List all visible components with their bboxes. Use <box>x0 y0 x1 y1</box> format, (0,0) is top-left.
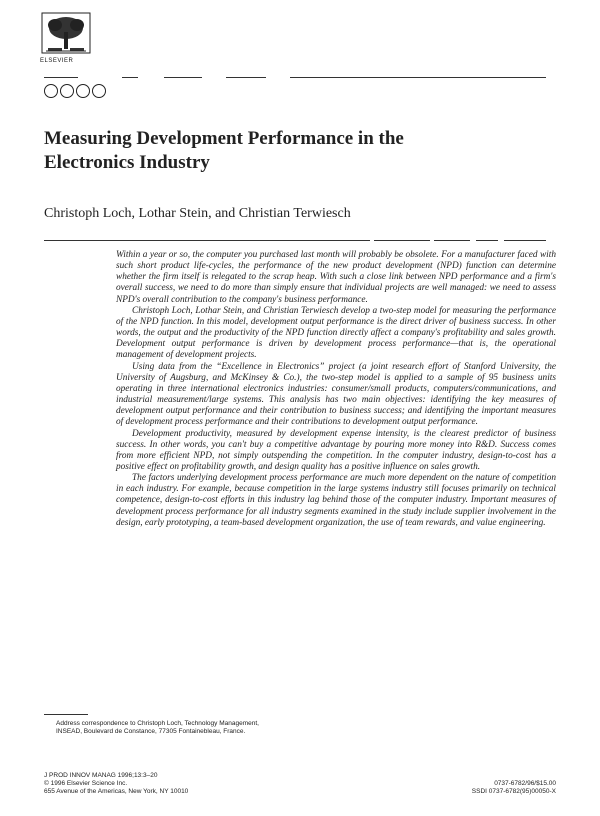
correspondence-footnote <box>44 720 374 736</box>
footnote-line: Address correspondence to Christoph Loch, Technology Management, <box>56 720 259 727</box>
journal-citation: J PROD INNOV MANAG 1996;13:3–20 <box>44 772 158 779</box>
footnote-rule <box>44 714 88 715</box>
abstract-paragraph: The factors underlying development process performance are much more dependent on the nature of competition in each industry. For example, because competition in the large systems industry still focuses primarily on technical competence, design-to-cost efforts in this industry lag behind those of the computer industry. Important measures of development process performance for all industry segments examined in the study include supplier involvement in the design, early prototyping, a team-based development organization, the use of team rewards, and value engineering. <box>116 473 556 528</box>
section-rule <box>504 240 546 241</box>
section-rule <box>374 240 430 241</box>
section-rule <box>44 240 370 241</box>
title-line: Measuring Development Performance in the <box>44 128 404 149</box>
section-rule <box>434 240 470 241</box>
abstract-paragraph: Using data from the “Excellence in Electronics” project (a joint research effort of Stanford University, the University of Augsburg, and McKinsey & Co.), the two-step model is applied to a sample of 95 business units operating in three international electronics industries: consumer/small products, computers/communications, and industrial measurement/large systems. This analysis has two main objectives: identifying the key measures of development output performance and their contribution to business success; and identifying the important measures of development process performance and their contributions to development output performance. <box>116 361 556 428</box>
header-rule <box>44 77 78 78</box>
author-list: Christoph Loch, Lothar Stein, and Christian Terwiesch <box>44 206 351 221</box>
article-codes <box>472 780 556 796</box>
journal-copyright: © 1996 Elsevier Science Inc. <box>44 780 128 787</box>
footnote-line: INSEAD, Boulevard de Constance, 77305 Fontainebleau, France. <box>56 728 246 735</box>
journal-circles-mark <box>44 84 106 98</box>
publisher-name: ELSEVIER <box>40 58 74 64</box>
circle-mark <box>60 84 74 98</box>
abstract-paragraph: Christoph Loch, Lothar Stein, and Christian Terwiesch develop a two-step model for measuring the performance of the NPD function. In this model, development output performance is the direct driver of business success. In other words, the output and the productivity of the NPD function directly affect a company's profitability and sales growth. Development output performance is driven by development process performance—that is, the operational management of development projects. <box>116 305 556 361</box>
ssdi-code: SSDI 0737-6782(95)00050-X <box>471 788 556 795</box>
circle-mark <box>92 84 106 98</box>
abstract-paragraph: Development productivity, measured by development expense intensity, is the clearest predictor of business success. In other words, you can't buy a competitive advantage by pouring more money into R&D. Success comes from more efficient NPD, not simply outspending the competition. In the computer industry, design-to-cost has a positive effect on profitability growth, and design quality has a positive influence on sales growth. <box>116 428 556 472</box>
header-rule <box>226 77 266 78</box>
header-rule <box>290 77 546 78</box>
circle-mark <box>44 84 58 98</box>
header-rule <box>122 77 138 78</box>
article-title <box>44 127 464 175</box>
title-line: Electronics Industry <box>44 152 210 173</box>
abstract-summary <box>116 250 556 529</box>
publisher-address: 655 Avenue of the Americas, New York, NY 10010 <box>44 788 189 795</box>
header-rule <box>164 77 202 78</box>
abstract-paragraph: Within a year or so, the computer you purchased last month will probably be obsolete. For a manufacturer faced with such short product life-cycles, the performance of the new product development (NPD) function can determine whether the firm itself is relegated to the scrap heap. With such a close link between NPD performance and a firm's overall success, we need to do more than simply ensure that individual projects are well managed: we need to assess NPD's overall contribution to the company's business performance. <box>116 250 556 305</box>
issn-code: 0737-6782/96/$15.00 <box>494 780 556 787</box>
circle-mark <box>76 84 90 98</box>
section-rule <box>476 240 498 241</box>
journal-info <box>44 772 188 796</box>
